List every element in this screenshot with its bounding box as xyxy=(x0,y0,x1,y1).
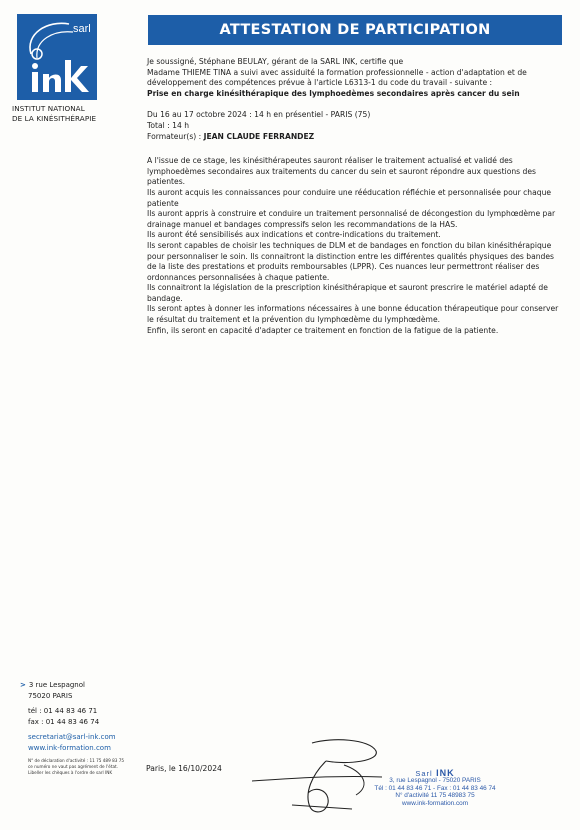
title-banner xyxy=(148,15,562,45)
objective-item: Ils auront été sensibilisés aux indications et contre-indications du traitement. xyxy=(147,230,441,240)
company-stamp xyxy=(360,770,510,807)
stamp-phone: Tél : 01 44 83 46 71 - Fax : 01 44 83 46 74 xyxy=(374,784,496,792)
chevron-right-icon: > xyxy=(20,681,26,689)
declaration-disclaimer: ce numéro ne vaut pas agrément de l'état. xyxy=(28,764,119,769)
objective-item: Ils auront appris à construire et conduire un traitement personnalisé de décongestion du lymphœdème par drainage manuel et bandages compressifs selon les recommandations de la HAS. xyxy=(147,209,556,229)
phone-number: tél : 01 44 83 46 71 xyxy=(28,707,98,715)
org-name-line2: DE LA KINÉSITHÉRAPIE xyxy=(12,114,97,123)
ink-logo xyxy=(17,14,97,100)
declaration-note: N° de déclaration d'activité : 11 75 489 83 75 xyxy=(28,758,125,763)
intro-line: Je soussigné, Stéphane BEULAY, gérant de la SARL INK, certifie que xyxy=(147,57,404,66)
training-title: Prise en charge kinésithérapique des lymphoedèmes secondaires après cancer du sein xyxy=(147,88,520,98)
objective-item: Ils auront acquis les connaissances pour conduire une rééducation réfléchie et personnalisée pour chaque patiente xyxy=(147,187,552,208)
stamp-activity-number: N° d'activité 11 75 48983 75 xyxy=(395,792,475,800)
logo-sarl-text: sarl xyxy=(73,23,91,35)
stamp-website: www.ink-formation.com xyxy=(401,799,469,807)
objective-item: Ils connaitront la législation de la prescription kinésithérapique et sauront prescrire le matériel adapté de bandage. xyxy=(147,283,548,303)
dates-line: Du 16 au 17 octobre 2024 : 14 h en présentiel - PARIS (75) xyxy=(147,110,371,120)
attestation-body xyxy=(147,57,561,336)
organization-name xyxy=(12,104,112,124)
cheque-note: Libeller les chèques à l'ordre de sarl INK xyxy=(28,770,113,775)
stamp-title xyxy=(360,770,510,777)
total-hours: Total : 14 h xyxy=(147,120,190,130)
document-title: ATTESTATION DE PARTICIPATION xyxy=(219,22,491,38)
website-link[interactable]: www.ink-formation.com xyxy=(28,743,111,752)
stamp-prefix: Sarl xyxy=(415,769,433,778)
street-address: 3 rue Lespagnol xyxy=(28,681,85,689)
address-line1 xyxy=(20,680,140,691)
objective-item: A l'issue de ce stage, les kinésithérapeutes sauront réaliser le traitement actualisé et validé des lymphoedèmes secondaires aux traitements du cancer du sein et sauront répondre aux questions des patientes. xyxy=(147,156,536,187)
contact-block xyxy=(20,680,140,776)
stamp-company: INK xyxy=(436,768,455,778)
place-and-date: Paris, le 16/10/2024 xyxy=(146,764,222,773)
stamp-address: 3, rue Lespagnol - 75020 PARIS xyxy=(389,777,481,785)
trainer-name: JEAN CLAUDE FERRANDEZ xyxy=(203,131,315,141)
objective-item: Enfin, ils seront en capacité d'adapter ce traitement en fonction de la fatigue de la patiente. xyxy=(147,325,499,335)
fax-number: fax : 01 44 83 46 74 xyxy=(28,717,100,726)
city-address: 75020 PARIS xyxy=(28,691,73,700)
intro-line: développement des compétences prévue à l'article L6313-1 du code du travail - suivante : xyxy=(147,78,493,88)
objectives-list xyxy=(147,156,561,336)
email-link[interactable]: secretariat@sarl-ink.com xyxy=(28,733,116,741)
intro-paragraph xyxy=(147,57,561,89)
intro-line: Madame THIEME TINA a suivi avec assiduité la formation professionnelle - action d'adaptation et de xyxy=(147,67,527,77)
trainer-label: Formateur(s) : xyxy=(147,131,204,141)
ink-logo-mark xyxy=(17,14,97,100)
objective-item: Ils seront capables de choisir les techniques de DLM et de bandages en fonction du bilan kinésithérapique pour personnaliser le soin. Ils connaitront la distinction entre les différentes qualités physiques des bandes de la liste des prestations et produits remboursables (LPPR). Ces nuances leur permettront réaliser des ordonnances personnalisées à chaque patiente. xyxy=(147,240,554,282)
objective-item: Ils seront aptes à donner les informations nécessaires à une bonne éducation thérapeutique pour conserver le résultat du traitement et la prévention du lymphœdème du lymphœdème. xyxy=(147,304,559,325)
org-name-line1: INSTITUT NATIONAL xyxy=(12,104,85,113)
training-dates xyxy=(147,110,561,131)
trainer-line xyxy=(147,132,561,143)
